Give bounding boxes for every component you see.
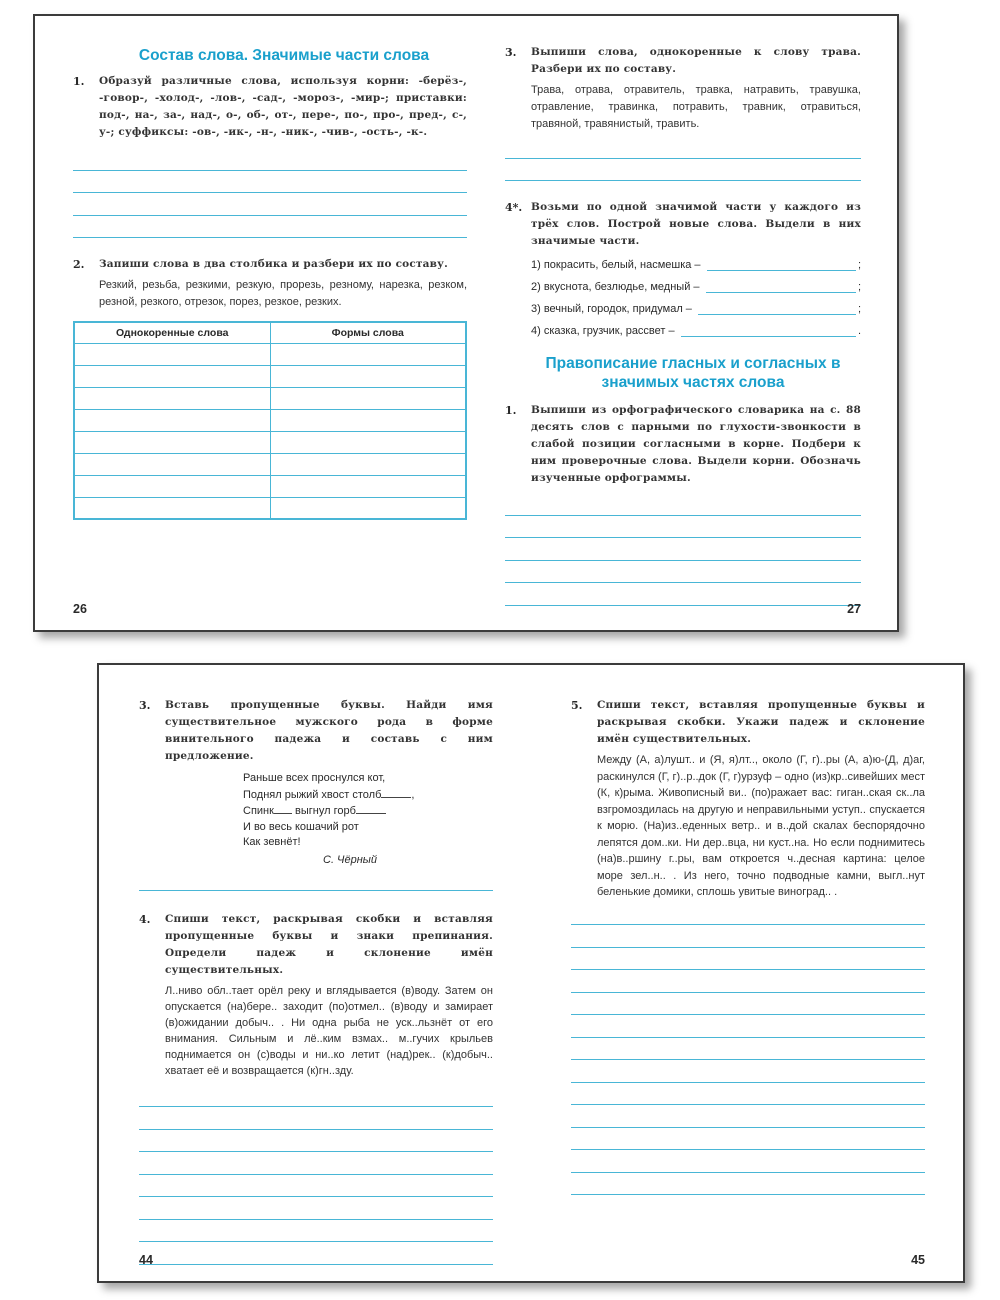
poem: Раньше всех проснулся кот, Поднял рыжий хвост столб , Спинк выгнул горб И во весь кошачий рот Как зевнёт! С. Чёрный: [243, 771, 493, 868]
answer-lines[interactable]: [139, 1085, 493, 1265]
options-list: [531, 252, 861, 340]
page-45: [571, 665, 925, 1281]
exercise-instruction: Выпиши из орфографического словарика на с. 88 десять слов с парными по глухости-звонкости в слабой позиции согласными в корне. Подбери к ним проверочные слова. Выдели корни. Обозначь изученные орфограммы.: [531, 404, 861, 484]
textbook-spread-bottom: [97, 663, 965, 1283]
answer-lines[interactable]: [505, 493, 861, 606]
table-row: [74, 387, 466, 409]
page-number: 26: [73, 602, 87, 616]
poem-author: С. Чёрный: [323, 853, 377, 866]
exercise-instruction: Возьми по одной значимой части у каждого из трёх слов. Построй новые слова. Выдели в них значимые части.: [531, 201, 861, 247]
section-heading: Состав слова. Значимые части слова: [138, 47, 430, 64]
exercise-1-spelling: [505, 402, 861, 487]
table-row: [74, 497, 466, 519]
exercise-instruction: Спиши текст, раскрывая скобки и вставляя пропущенные буквы и знаки препинания. Определи падеж и склонение имён существительных.: [165, 912, 493, 976]
table-row: [74, 475, 466, 497]
exercise-3: [505, 44, 861, 133]
exercise-4: [139, 911, 493, 1079]
option-item[interactable]: 1) покрасить, белый, насмешка – ;: [531, 259, 861, 271]
page-44: [139, 665, 493, 1281]
table-row: [74, 453, 466, 475]
textbook-spread-top: [33, 14, 899, 632]
page-number: 45: [911, 1253, 925, 1267]
exercise-5: [571, 697, 925, 901]
exercise-number: 1.: [73, 75, 85, 88]
exercise-number: 1.: [505, 404, 517, 417]
exercise-instruction: Запиши слова в два столбика и разбери их по составу.: [99, 258, 448, 270]
exercise-1: [73, 73, 467, 141]
exercise-4: [505, 199, 861, 340]
exercise-number: 3.: [505, 46, 517, 59]
page-number: 27: [847, 602, 861, 616]
exercise-number: 5.: [571, 699, 583, 712]
exercise-2: [73, 256, 467, 311]
table-row: [74, 409, 466, 431]
answer-lines[interactable]: [571, 903, 925, 1196]
exercise-passage: Л..ниво обл..тает орёл реку и вглядывается (в)воду. Затем он опускается (на)бере.. заходит (по)отмел.. (в)воду и замирает (в)ожидании добыч.. . Ни одна рыба не уск..льзнёт от его внимания. Сильным и лё..ким взмах.. м..гучих крыльев поднимается он (с)воды и ни..ко летит (над)рек.. (к)добыч.. хватает её и возвращается (к)гн..зду.: [165, 984, 493, 1077]
table-header-word-forms: Формы слова: [270, 322, 466, 343]
exercise-instruction: Вставь пропущенные буквы. Найди имя существительное мужского рода в форме винительного падежа и составь с ним предложение.: [165, 699, 493, 762]
answer-lines[interactable]: [505, 136, 861, 181]
table-row: [74, 431, 466, 453]
table-header-related-words: Однокоренные слова: [74, 322, 270, 343]
exercise-passage: Между (А, а)лушт.. и (Я, я)лт.., около (Г, г)..ры (А, а)ю-(Д, д)аг, раскинулся (Г, г)..р..док (Г, г)урзуф – одно (из)кр..сивейших мест (К, к)рыма. Живописный ви.. (по)ражает вас: гиган..ская ск..ла взгромоздилась на другую и неправильными уступ.. спускается к морю. (На)из..еденных ветр.. и в..дой скалах беспорядочно лепятся дом..ки. Ни дер..вца, ни куст..на. Но если поднимитесь (на)в..ршину г..ры, вам откроется ч..десная картина: целое море зел..н.. . Из него, точно подводные камни, выгл..нут беленькие домики, сплошь увитые виноград.. .: [597, 754, 925, 898]
option-item[interactable]: 4) сказка, грузчик, рассвет – .: [531, 325, 861, 337]
exercise-number: 2.: [73, 258, 85, 271]
exercise-instruction: Образуй различные слова, используя корни: -берёз-, -говор-, -холод-, -лов-, -сад-, -мороз-, -мир-; приставки: под-, на-, за-, над-, о-, об-, от-, пере-, по-, про-, пред-, с-, у-; суффиксы: -ов-, -ик-, -н-, -ник-, -чив-, -ость-, -к-.: [99, 75, 467, 138]
exercise-instruction: Спиши текст, вставляя пропущенные буквы и раскрывая скобки. Укажи падеж и склонение имён существительных.: [597, 699, 925, 745]
section-heading: Правописание гласных и согласных в значимых частях слова: [545, 355, 841, 391]
answer-lines[interactable]: [139, 868, 493, 891]
exercise-words: Трава, отрава, отравитель, травка, натравить, травушка, отравление, травинка, потравить, травник, отравиться, травяной, травянистый, травить.: [531, 84, 861, 130]
exercise-number: 4*.: [505, 201, 523, 214]
answer-lines[interactable]: [73, 148, 467, 238]
option-item[interactable]: 3) вечный, городок, придумал – ;: [531, 303, 861, 315]
exercise-instruction: Выпиши слова, однокоренные к слову трава. Разбери их по составу.: [531, 46, 861, 75]
exercise-words: Резкий, резьба, резкими, резкую, прорезь, резному, нарезка, резком, резной, резкого, отрезок, порез, резкое, резких.: [99, 279, 467, 308]
exercise-number: 3.: [139, 699, 151, 712]
page-26: [73, 16, 467, 630]
exercise-number: 4.: [139, 912, 151, 926]
table-row: [74, 365, 466, 387]
page-number: 44: [139, 1253, 153, 1267]
exercise-3: [139, 697, 493, 868]
option-item[interactable]: 2) вкуснота, безлюдье, медный – ;: [531, 281, 861, 293]
page-27: [505, 16, 861, 630]
words-table[interactable]: [73, 321, 467, 520]
table-row: [74, 343, 466, 365]
